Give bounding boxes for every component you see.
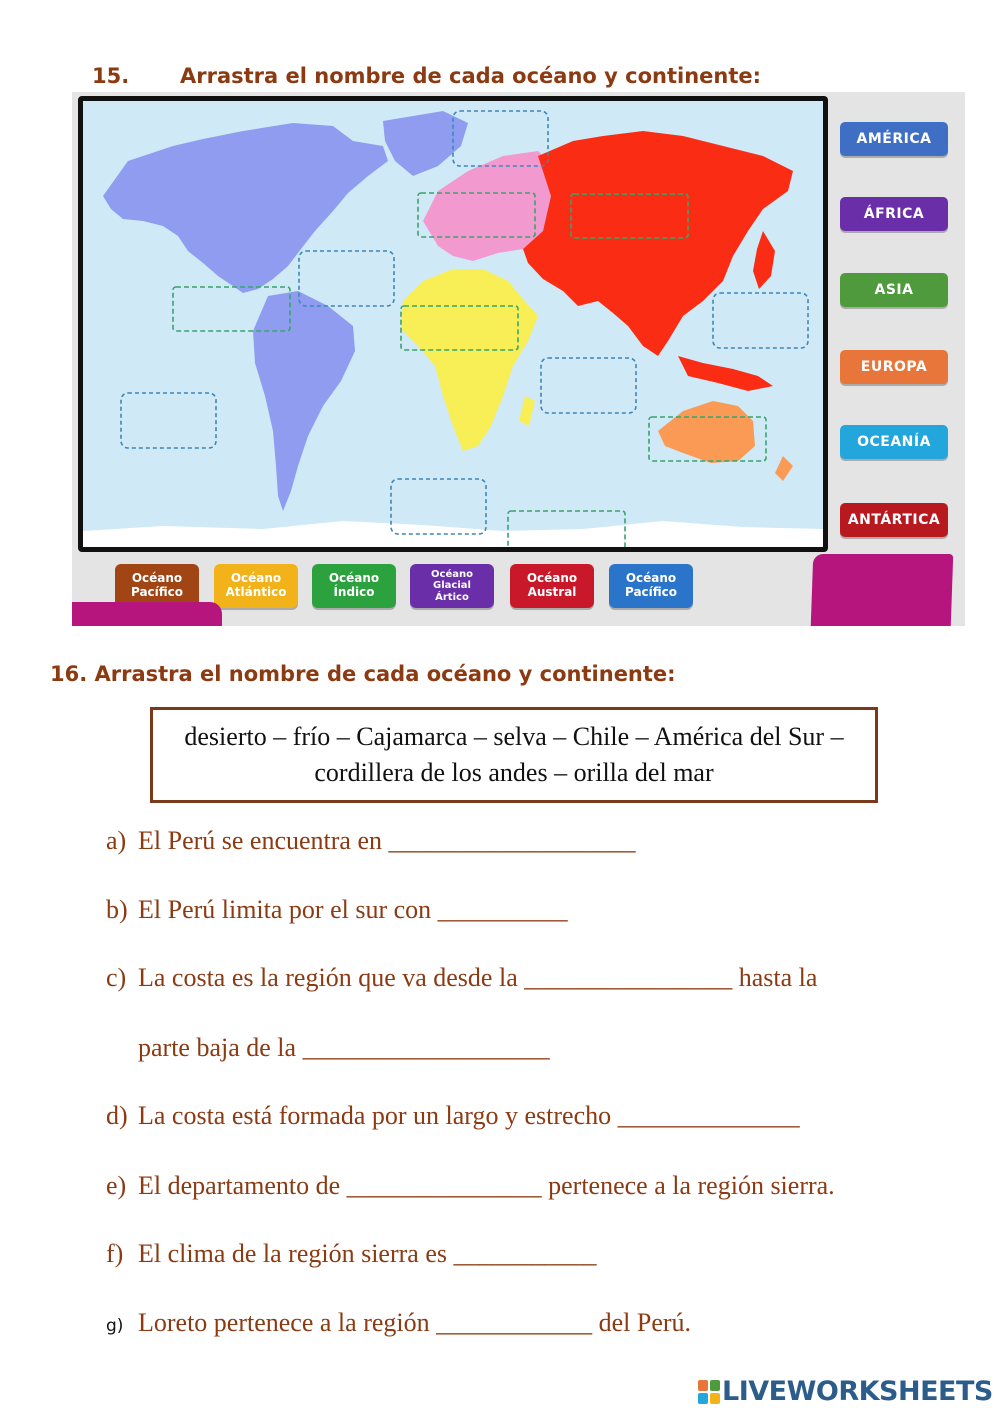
question-label: e) [106,1171,127,1200]
logo-text: LIVEWORKSHEETS [722,1376,993,1407]
question-text[interactable]: El departamento de _______________ pertenece a la región sierra. [138,1171,835,1200]
question-c-continuation [138,1033,550,1063]
logo-icon [698,1380,720,1404]
word-bank-text: desierto – frío – Cajamarca – selva – Chile – América del Sur – cordillera de los andes – orilla del mar [184,722,844,787]
map-activity-panel [72,92,965,626]
question-label: g) [106,1316,124,1336]
question-label: c) [106,963,127,992]
continent-button-antartica[interactable]: ANTÁRTICA [840,503,948,537]
question-c [106,963,817,993]
question-16-title: 16. Arrastra el nombre de cada océano y continente: [50,662,676,686]
question-label: d) [106,1101,128,1130]
question-15-title: Arrastra el nombre de cada océano y continente: [180,64,762,88]
continent-button-america[interactable]: AMÉRICA [840,122,948,156]
question-e [106,1171,835,1201]
question-b [106,895,568,925]
ocean-button-atlantico[interactable]: Océano Atlántico [214,564,298,608]
question-label: f) [106,1239,124,1268]
question-text[interactable]: El clima de la región sierra es ___________ [138,1239,597,1268]
ocean-button-austral[interactable]: Océano Austral [510,564,594,608]
question-g [106,1308,691,1338]
question-text[interactable]: El Perú limita por el sur con __________ [138,895,568,924]
continent-button-africa[interactable]: ÁFRICA [840,197,948,231]
ocean-button-pacifico-2[interactable]: Océano Pacífico [609,564,693,608]
question-text[interactable]: La costa está formada por un largo y estrecho ______________ [138,1101,800,1130]
continent-button-oceania[interactable]: OCEANÍA [840,425,948,459]
decorative-shape [811,554,954,626]
ocean-button-pacifico[interactable]: Océano Pacífico [115,564,199,608]
question-label: b) [106,895,128,924]
question-f [106,1239,596,1269]
decorative-strip [72,602,222,626]
question-label: a) [106,826,127,855]
question-15-number: 15. [92,64,130,88]
question-d [106,1101,800,1131]
word-bank-box [150,707,878,803]
question-text[interactable]: El Perú se encuentra en ___________________ [138,826,636,855]
continent-button-asia[interactable]: ASIA [840,273,948,307]
continent-button-europa[interactable]: EUROPA [840,350,948,384]
question-text[interactable]: Loreto pertenece a la región ____________ del Perú. [138,1308,692,1337]
ocean-button-indico[interactable]: Océano Índico [312,564,396,608]
question-a [106,826,636,856]
question-text[interactable]: parte baja de la ___________________ [138,1033,550,1062]
question-text[interactable]: La costa es la región que va desde la ________________ hasta la [138,963,818,992]
liveworksheets-logo [698,1376,993,1407]
world-map [78,96,828,552]
ocean-button-glacial-artico[interactable]: Océano Glacial Ártico [410,564,494,608]
world-map-graphic [83,101,823,547]
